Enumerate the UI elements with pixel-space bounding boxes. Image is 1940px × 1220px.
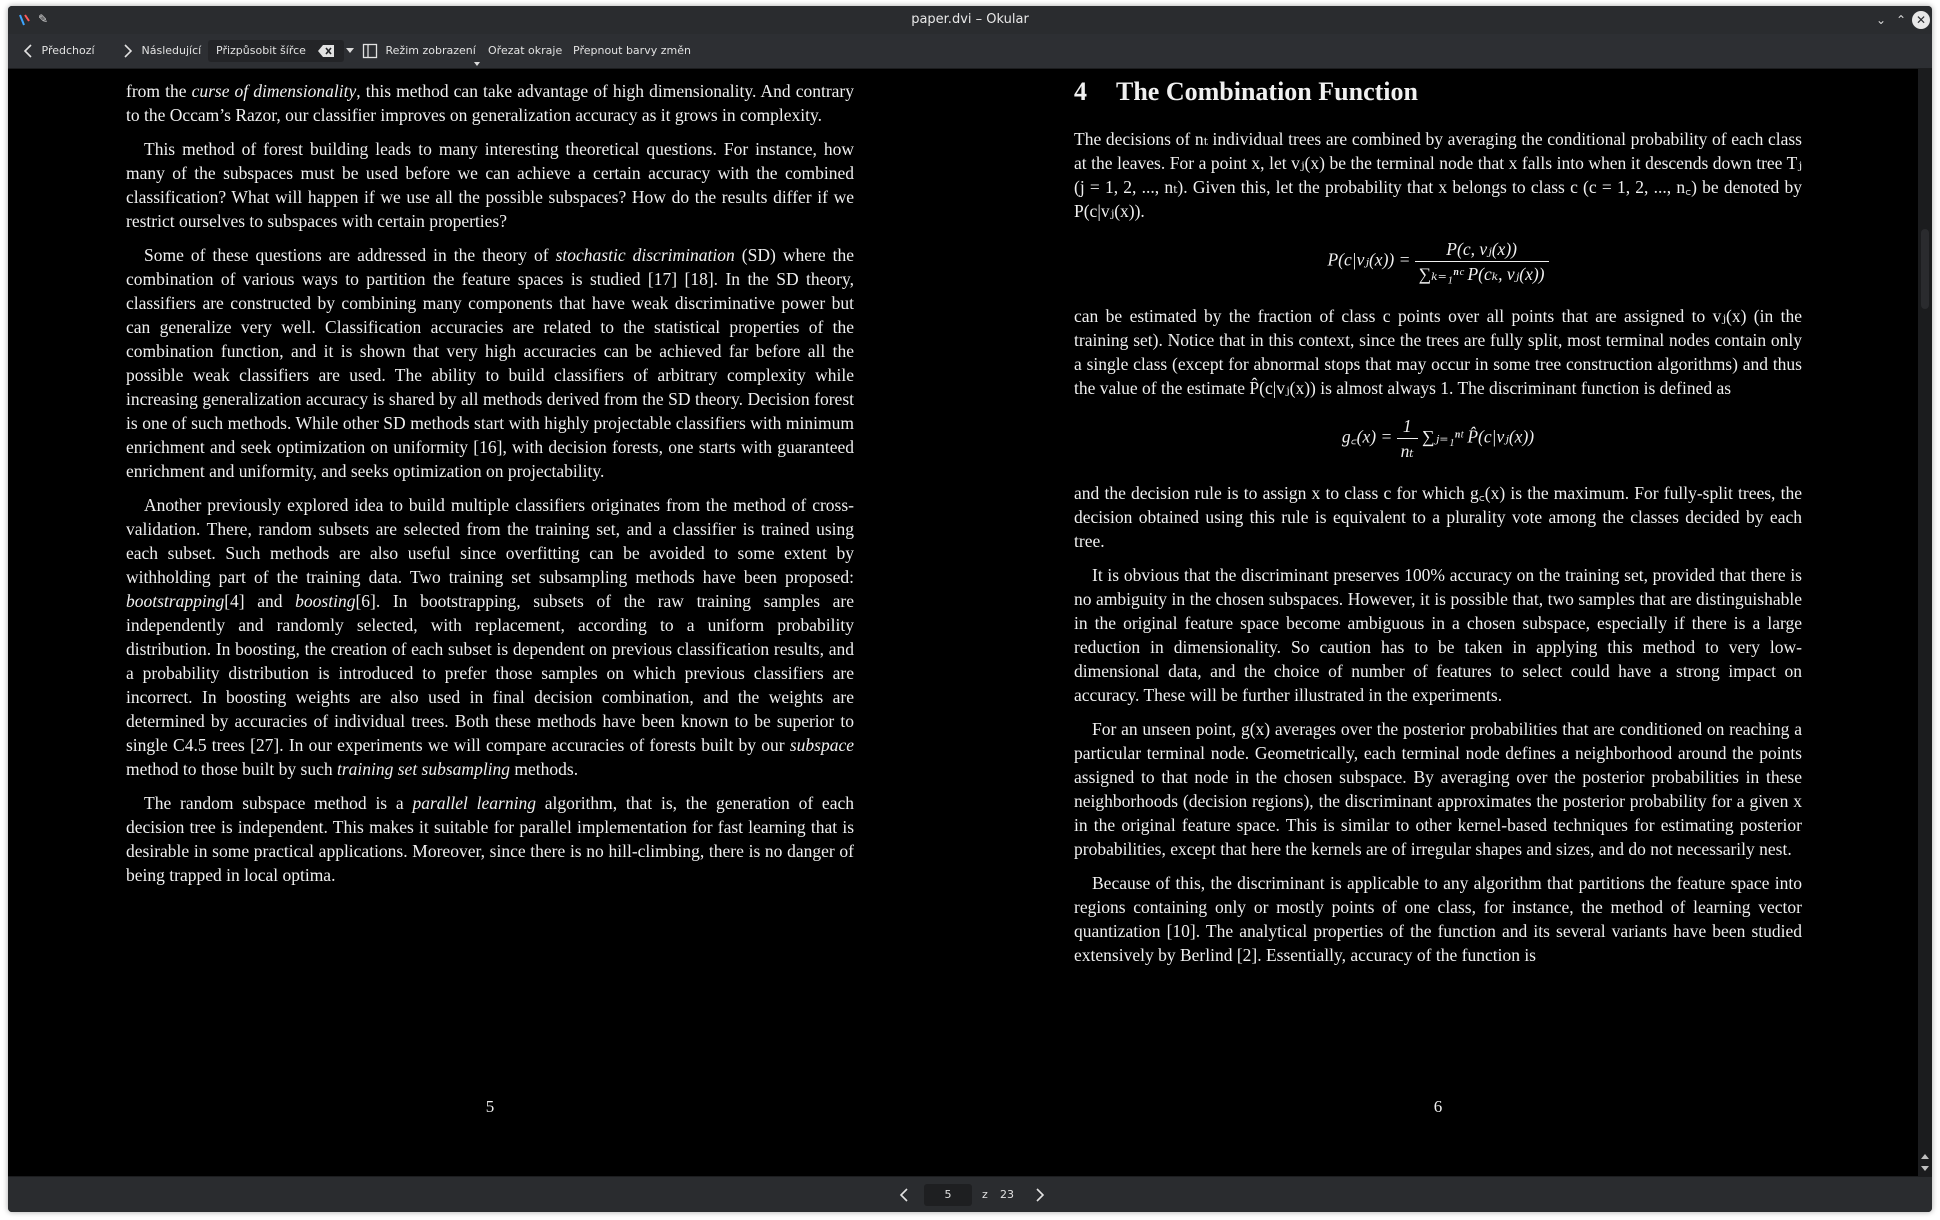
next-page-button[interactable] — [122, 34, 201, 68]
clear-text-icon[interactable] — [318, 45, 334, 57]
previous-page-icon[interactable] — [896, 1187, 912, 1203]
equation-discriminant: g꜀(x) = $\frac{1}{\text{nₜ}}$ ∑ⱼ₌₁ⁿᵗ P̂(c|vⱼ(x)) — [1341, 416, 1535, 461]
page-6 — [1074, 77, 1802, 1157]
maximize-button[interactable]: ⌃ — [1895, 13, 1907, 27]
scroll-down-arrow-icon[interactable] — [1921, 1166, 1929, 1171]
toggle-change-colors-label: Přepnout barvy změn — [573, 44, 691, 57]
paragraph: Some of these questions are addressed in the theory of stochastic discrimination (SD) where the combination of various ways to partition the feature spaces is studied [17] [18]. In the SD theory, classifiers are constructed by combining many components that have weak discriminative power but can generalize very well. Classification accuracies are related to the statistical properties of the combination function, and it is shown that very high accuracies can be achieved far before all the possible weak classifiers are used. The ability to build classifiers of arbitrary complexity while increasing generalization accuracy is shared by all methods derived from the SD theory. Decision forest is one of such methods. While other SD methods start with highly projectable classifiers with minimum enrichment and seek optimization on uniformity [16], with decision forests, one starts with guaranteed enrichment and uniformity, and seeks optimization on projectability. — [126, 245, 855, 481]
zoom-combobox[interactable] — [208, 40, 344, 62]
scroll-up-arrow-icon[interactable] — [1921, 1154, 1929, 1159]
document-viewer[interactable] — [8, 69, 1918, 1176]
vertical-scrollbar[interactable] — [1918, 69, 1932, 1176]
next-page-icon[interactable] — [1032, 1187, 1048, 1203]
equation-probability: P(c|vⱼ(x)) = $\frac{\text{P(c, vⱼ(x))}}{\text{∑ₖ₌₁ⁿᶜ P(cₖ, vⱼ(x))}}$ — [1074, 237, 1802, 286]
paragraph: and the decision rule is to assign x to class c for which g꜀(x) is the maximum. For fully-split trees, the decision obtained using this rule is equivalent to a plurality vote among the classes decided by each tree. — [1074, 483, 1802, 551]
trim-margins-label: Ořezat okraje — [488, 44, 563, 57]
okular-window — [8, 6, 1932, 1212]
view-mode-dropdown-icon[interactable] — [474, 62, 480, 66]
total-pages-label: 23 — [1000, 1188, 1014, 1201]
scrollbar-thumb[interactable] — [1921, 229, 1929, 309]
paragraph: For an unseen point, g(x) averages over the posterior probabilities that are conditioned on reaching a particular terminal node. Geometrically, each terminal node defines a neighborhood around the points assigned to that node in the chosen subspace. By averaging over the posterior probabilities in these neighborhoods (decision regions), the discriminant approximates the posterior probability for a given x in the original feature space. This is similar to other kernel-based techniques for estimating posterior probabilities, except that here the kernels are of irregular shapes and sizes, and do not necessarily nest. — [1074, 719, 1802, 859]
page-number: 6 — [1433, 1097, 1443, 1116]
title-bar — [8, 6, 1932, 34]
page-of-label: z — [982, 1188, 988, 1201]
paragraph: The decisions of nₜ individual trees are combined by averaging the conditional probability of each class at the leaves. For a point x, let vⱼ(x) be the terminal node that x falls into when it descends down tree Tⱼ (j = 1, 2, ..., nₜ). Given this, let the probability that x belongs to class c (c = 1, 2, ..., n꜀) be denoted by P(c|vⱼ(x)). — [1074, 129, 1802, 221]
paragraph: The random subspace method is a parallel learning algorithm, that is, the generation of each decision tree is independent. This makes it suitable for parallel implementation for fast learning that is desirable in some practical applications. Moreover, since there is no hill-climbing, there is no danger of being trapped in local optima. — [126, 793, 854, 885]
chevron-left-icon — [22, 43, 34, 59]
previous-page-button[interactable] — [22, 34, 95, 68]
paragraph: This method of forest building leads to many interesting theoretical questions. For instance, how many of the subspaces must be used before we can achieve a certain accuracy with the combined classification? What will happen if we use all the possible subspaces? How do the results differ if we restrict ourselves to subspaces with certain properties? — [126, 139, 854, 231]
minimize-button[interactable]: ⌄ — [1875, 13, 1887, 27]
toggle-change-colors-button[interactable] — [573, 34, 691, 68]
close-button[interactable]: ✕ — [1912, 11, 1930, 29]
chevron-right-icon — [122, 43, 134, 59]
page-number: 5 — [485, 1097, 495, 1116]
paragraph: Another previously explored idea to build multiple classifiers originates from the method of cross-validation. There, random subsets are selected from the training set, and a classifier is trained using each subset. Such methods are also useful since overfitting can be avoided to some extent by withholding part of the training data. Two training set subsampling methods have been proposed: bootstrapping[4] and boosting[6]. In bootstrapping, subsets of the raw training samples are independently and randomly selected, with replacement, according to a uniform probability distribution. In boosting, the creation of each subset is dependent on previous classification results, and a probability distribution is introduced to prefer those samples on which previous classifiers are incorrect. In boosting weights are also used in final decision combination, and the weights are determined by accuracies of individual trees. Both these methods have been known to be superior to single C4.5 trees [27]. In our experiments we will compare accuracies of forests built by our subspace method to those built by such training set subsampling methods. — [126, 495, 854, 779]
paragraph: can be estimated by the fraction of class c points over all points that are assigned to vⱼ(x) (in the training set). Notice that in this context, since the trees are fully split, most terminal nodes contain only a single class (except for abnormal stops that may occur in some tree construction algorithms) and thus the value of the estimate P̂(c|vⱼ(x)) is almost always 1. The discriminant function is defined as — [1074, 306, 1802, 398]
page-navigation-bar — [8, 1176, 1932, 1212]
view-mode-label: Režim zobrazení — [385, 44, 476, 57]
trim-margins-button[interactable] — [488, 34, 562, 68]
page-5 — [126, 79, 854, 1159]
next-page-label: Následující — [141, 44, 202, 57]
section-heading: 4 The Combination Function — [1074, 77, 1418, 106]
pin-icon[interactable]: ✎ — [38, 12, 49, 26]
view-mode-button[interactable] — [362, 34, 476, 68]
view-mode-icon — [362, 43, 378, 59]
previous-page-label: Předchozí — [41, 44, 95, 57]
main-toolbar — [8, 34, 1932, 69]
zoom-dropdown-arrow-icon[interactable] — [346, 48, 354, 53]
window-title: paper.dvi – Okular — [911, 12, 1029, 27]
paragraph: It is obvious that the discriminant preserves 100% accuracy on the training set, provided that there is no ambiguity in the chosen subspaces. However, it is possible that, two samples that are distinguishable in the original feature space become ambiguous in a chosen subspace, especially if there is a large reduction in dimensionality. So caution has to be taken in applying this method to very low-dimensional data, and the choice of number of features to select could have a strong impact on accuracy. These will be further illustrated in the experiments. — [1074, 565, 1802, 705]
zoom-value: Přizpůsobit šířce — [216, 44, 306, 57]
page-number-input[interactable]: 5 — [924, 1184, 972, 1206]
paragraph: Because of this, the discriminant is applicable to any algorithm that partitions the feature space into regions containing only or mostly points of one class, for instance, the method of learning vector quantization [10]. The analytical properties of the function and its several variants have been studied extensively by Berlind [2]. Essentially, accuracy of the function is — [1074, 873, 1802, 965]
paragraph: from the curse of dimensionality, this method can take advantage of high dimensionality. And contrary to the Occam’s Razor, our classifier improves on generalization accuracy as it grows in complexity. — [126, 81, 854, 125]
